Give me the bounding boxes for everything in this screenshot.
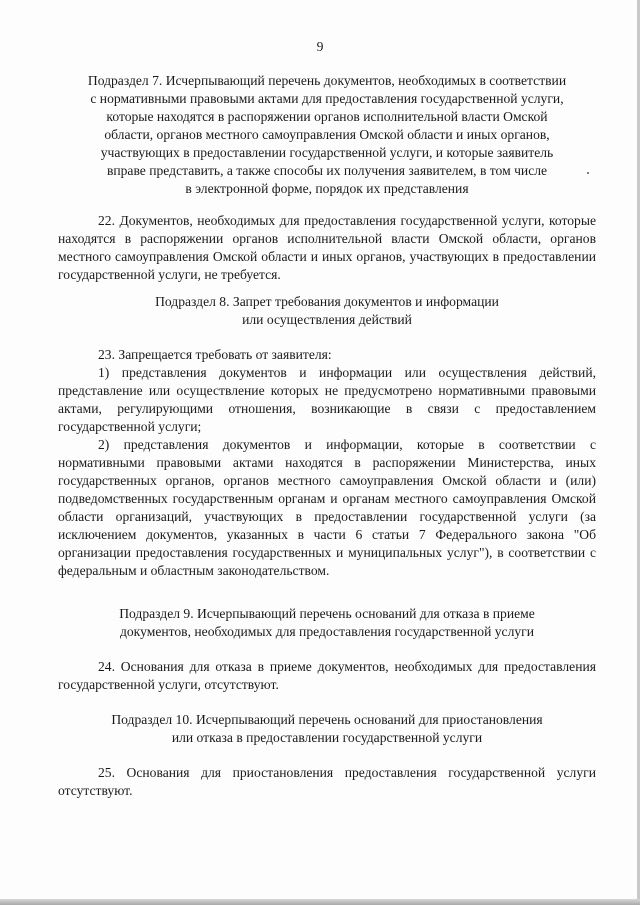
subsection-10-heading xyxy=(58,711,596,747)
heading-line: области, органов местного самоуправления Омской области и иных органов, xyxy=(104,127,550,142)
heading-line: Подраздел 10. Исчерпывающий перечень оснований для приостановления xyxy=(111,712,543,727)
scan-speck xyxy=(587,172,589,174)
heading-line: Подраздел 8. Запрет требования документов и информации xyxy=(155,294,499,309)
paragraph-25: 25. Основания для приостановления предоставления государственной услуги отсутствуют. xyxy=(58,765,596,798)
paragraph-22: 22. Документов, необходимых для предоставления государственной услуги, которые находятся в распоряжении органов исполнительной власти Омской области, органов местного самоуправления Омской области и иных органов, участвующих в предоставлении государственной услуги, не требуется. xyxy=(58,213,596,282)
subsection-7-heading xyxy=(58,72,596,198)
heading-line: в электронной форме, порядок их представления xyxy=(185,181,469,196)
heading-line: Подраздел 7. Исчерпывающий перечень документов, необходимых в соответствии xyxy=(87,73,567,88)
heading-line: с нормативными правовыми актами для предоставления государственной услуги, xyxy=(90,91,564,106)
heading-line: которые находятся в распоряжении органов исполнительной власти Омской xyxy=(106,109,548,124)
heading-line: документов, необходимых для предоставления государственной услуги xyxy=(119,624,535,639)
paragraph-23: 23. Запрещается требовать от заявителя: xyxy=(98,347,332,362)
heading-line: участвующих в предоставлении государственной услуги, и которые заявитель xyxy=(100,145,554,160)
page-number: 9 xyxy=(316,39,324,54)
heading-line: вправе представить, а также способы их получения заявителем, в том числе xyxy=(106,163,548,178)
paragraph-23-item-1: 1) представления документов и информации или осуществления действий, представление или осуществление которых не предусмотрено нормативными правовыми актами, регулирующими отношения, возникающие в связи с предоставлением государственной услуги; xyxy=(58,365,596,434)
heading-line: или осуществления действий xyxy=(242,312,412,327)
heading-line: Подраздел 9. Исчерпывающий перечень оснований для отказа в приеме xyxy=(119,606,535,621)
subsection-9-heading xyxy=(58,605,596,641)
paragraph-24: 24. Основания для отказа в приеме документов, необходимых для предоставления государственной услуги, отсутствуют. xyxy=(58,659,596,692)
heading-line: или отказа в предоставлении государственной услуги xyxy=(171,730,483,745)
paragraph-23-item-2: 2) представления документов и информации, которые в соответствии с нормативными правовыми актами находятся в распоряжении Министерства, иных государственных органов, органов местного самоуправления Омской области и (или) подведомственных государственным органам и органам местного самоуправления Омской области организаций, участвующих в предоставлении государственной услуги (за исключением документов, указанных в части 6 статьи 7 Федерального закона "Об организации предоставления государственных и муниципальных услуг"), в соответствии с федеральным и областным законодательством. xyxy=(58,437,596,578)
subsection-8-heading xyxy=(58,293,596,329)
scan-bottom-edge xyxy=(0,899,640,905)
